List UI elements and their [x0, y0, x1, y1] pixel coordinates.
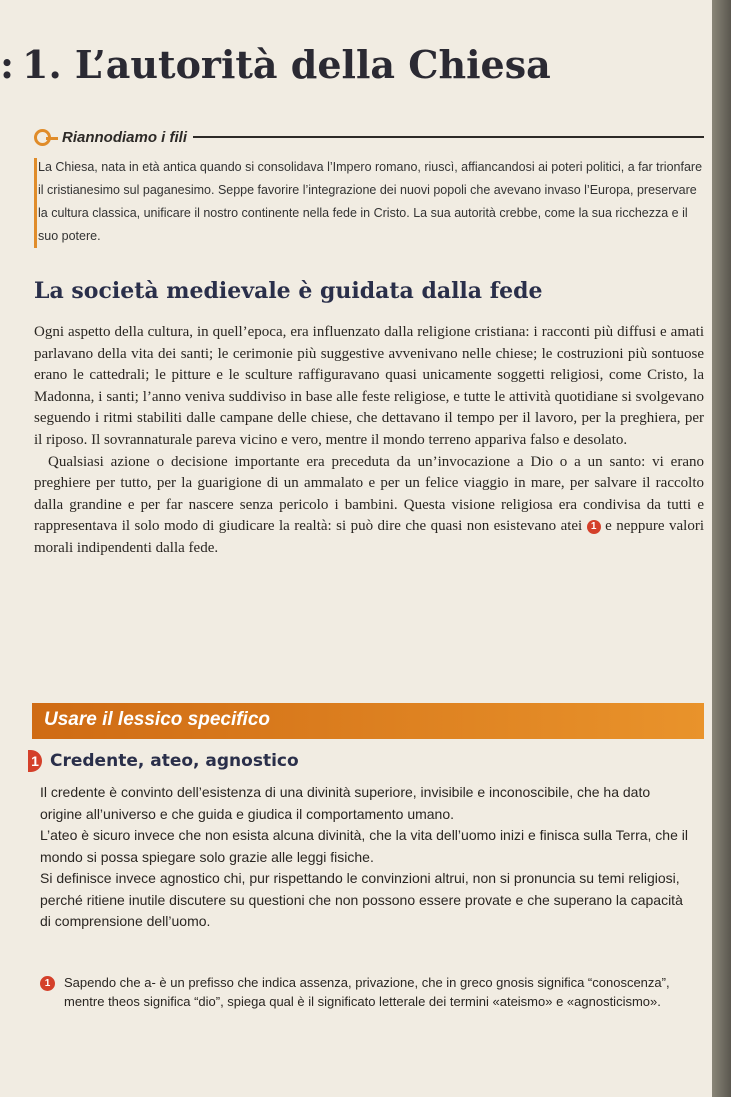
paragraph-text: e neppure valori morali indipendenti dalla fede.: [34, 518, 704, 556]
recap-label: Riannodiamo i fili: [62, 128, 188, 146]
section-body: [34, 322, 704, 560]
lexicon-number-badge: 1: [28, 750, 42, 772]
chapter-marker: :: [0, 42, 15, 87]
lexicon-banner: [32, 703, 704, 739]
exercise-number-badge: 1: [40, 976, 55, 991]
recap-divider: [193, 136, 704, 138]
chapter-title: [0, 42, 551, 87]
note-badge: 1: [587, 520, 601, 534]
thread-knot-icon: [34, 128, 58, 146]
lexicon-definition: L’ateo è sicuro invece che non esista alcuna divinità, che la vita dell’uomo inizi e finisca sulla Terra, che il mondo si possa spiegare solo grazie alle leggi fisiche.: [40, 827, 688, 865]
lexicon-header: [28, 750, 299, 772]
paragraph-text: Qualsiasi azione o decisione importante era preceduta da un’invocazione a Dio o a un santo: vi erano preghiere per tutto, per la guarigione di un ammalato e per un felice viaggio in mare, per salvare il raccolto dalla grandine e per far nascere senza pericolo i bambini. Questa visione religiosa era condivisa da tutti e rappresentava il solo modo di giudicare la realtà: si può dire che quasi non esistevano atei: [34, 453, 704, 535]
exercise: [40, 974, 690, 1011]
lexicon-definition: Il credente è convinto dell’esistenza di una divinità superiore, invisibile e inconoscibile, che ha dato origine all’universo e che guida e giudica il comportamento umano.: [40, 784, 651, 822]
recap-text: La Chiesa, nata in età antica quando si consolidava l’Impero romano, riuscì, affiancandosi ai poteri politici, a far trionfare il cristianesimo sul paganesimo. Seppe favorire l’integrazione dei nuovi popoli che avevano invaso l’Europa, preservare la cultura classica, unificare il nostro continente nella fede in Cristo. La sua autorità crebbe, come la sua ricchezza e il suo potere.: [38, 160, 703, 243]
lexicon-title: Credente, ateo, agnostico: [50, 751, 299, 771]
recap-side-bar: [34, 158, 37, 248]
lexicon-definition: Si definisce invece agnostico chi, pur rispettando le convinzioni altrui, non si pronuncia su temi religiosi, perché ritiene inutile discutere su questioni che non possono essere provate e che superano la capacità di comprensione dell’uomo.: [40, 870, 683, 929]
lexicon-banner-label: Usare il lessico specifico: [44, 709, 271, 730]
lexicon-body: [40, 782, 692, 933]
paragraph: Ogni aspetto della cultura, in quell’epoca, era influenzato dalla religione cristiana: i racconti più diffusi e amati parlavano della vita dei santi; le cerimonie più suggestive avvenivano nelle chiese; le costruzioni più sontuose erano le cattedrali; le pitture e le sculture raffiguravano quasi unicamente soggetti religiosi, come Cristo, la Madonna, i santi; l’anno veniva suddiviso in base alle feste religiose, e tutte le attività quotidiane si svolgevano seguendo i ritmi stabiliti dalle campane delle chiese, che dettavano il tempo per il lavoro, per la preghiera, per il riposo. Il sovrannaturale pareva vicino e vero, mentre il mondo terreno appariva falso e desolato.: [34, 324, 704, 448]
section-title: La società medievale è guidata dalla fede: [34, 278, 543, 304]
paragraph: [34, 452, 704, 560]
recap-header: [34, 128, 704, 146]
exercise-text: Sapendo che a- è un prefisso che indica assenza, privazione, che in greco gnosis significa “conoscenza”, mentre theos significa “dio”, spiega qual è il significato letterale dei termini «ateismo» e «agnosticismo».: [64, 975, 670, 1009]
page-edge: [712, 0, 731, 1097]
chapter-title-text: 1. L’autorità della Chiesa: [22, 42, 551, 87]
